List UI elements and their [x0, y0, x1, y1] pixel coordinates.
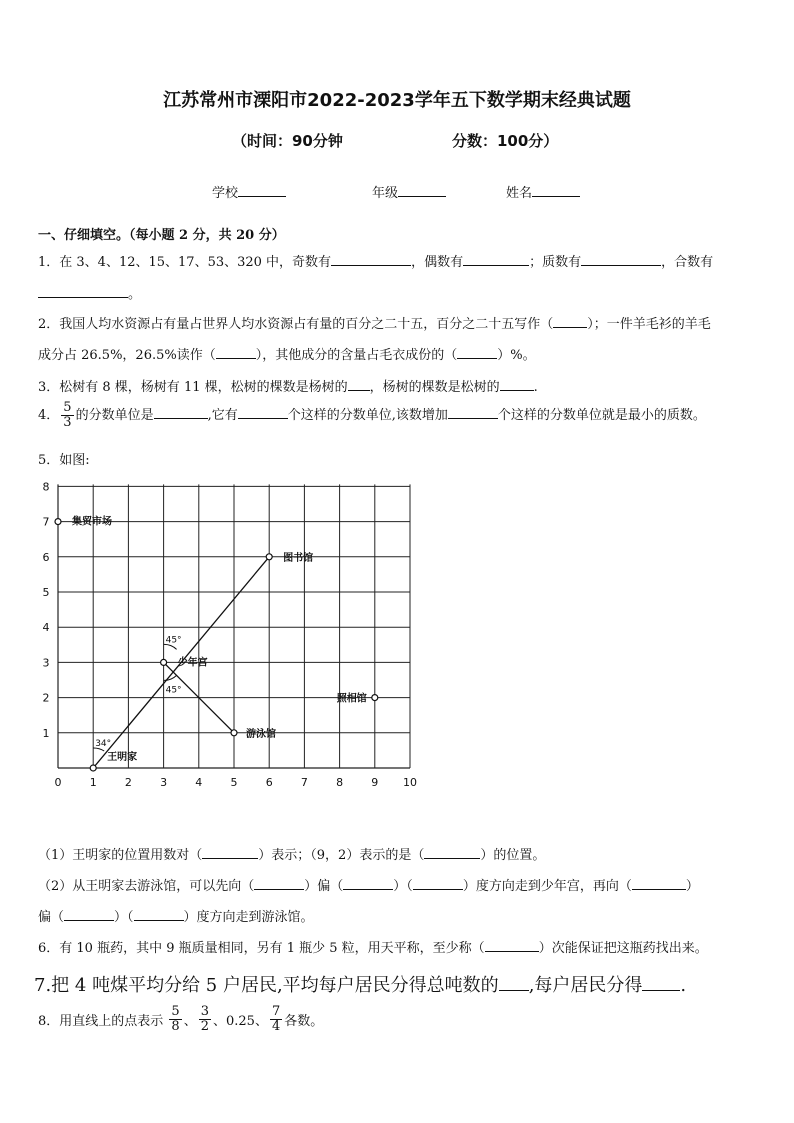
question-8 [38, 1005, 323, 1034]
y-tick-label: 6 [42, 550, 50, 564]
q4-blank-3[interactable] [448, 404, 498, 419]
angle-label-lower: 45° [165, 685, 182, 696]
q8-f3-num: 7 [271, 1004, 281, 1019]
q8-f1-num: 5 [171, 1004, 180, 1019]
q8-f3-den: 4 [271, 1019, 281, 1034]
q7-blank-2[interactable] [642, 976, 680, 991]
q1-text-d: ，合数有 [661, 255, 714, 270]
q8-f2-num: 3 [200, 1004, 209, 1019]
q4-number: 4． [38, 408, 60, 423]
q6-blank[interactable] [485, 937, 539, 952]
q5-2-text-c: ）（ [393, 879, 413, 894]
q5-2-blank-3[interactable] [413, 875, 463, 890]
q8-sep-2: 、0.25、 [213, 1014, 268, 1029]
q8-sep-1: 、 [183, 1014, 197, 1029]
y-tick-label: 4 [42, 621, 50, 635]
coordinate-grid-chart [36, 478, 426, 793]
q3-text-b: ，杨树的棵数是松树的 [369, 380, 500, 395]
question-5-sub2 [38, 875, 699, 894]
x-tick-label: 8 [336, 776, 344, 789]
q8-fraction-1 [169, 1005, 181, 1034]
location-point [161, 659, 167, 665]
q8-f1-den: 8 [171, 1019, 180, 1034]
location-point [90, 765, 96, 771]
q1-text-c: ；质数有 [529, 255, 582, 270]
q1-blank-odd[interactable] [331, 251, 411, 266]
section-heading: 一、仔细填空。（每小题 2 分，共 20 分） [38, 228, 285, 243]
q2-blank-3[interactable] [457, 344, 497, 359]
x-tick-label: 9 [371, 776, 379, 789]
q5-2-text-d: ）度方向走到少年宫，再向（ [462, 879, 632, 894]
q4-blank-2[interactable] [238, 404, 288, 419]
q2-blank-2[interactable] [216, 344, 256, 359]
q5-1-text-c: ）的位置。 [480, 848, 546, 863]
q3-blank-2[interactable] [500, 376, 534, 391]
q4-text-a: 的分数单位是 [75, 408, 154, 423]
q4-text-b: ,它有 [207, 408, 238, 423]
q7-text-a: 7.把 4 吨煤平均分给 5 户居民,平均每户居民分得总吨数的 [34, 975, 499, 996]
question-1 [38, 251, 713, 270]
q6-text-a: 6．有 10 瓶药，其中 9 瓶质量相同，另有 1 瓶少 5 粒，用天平称，至少称（ [38, 941, 485, 956]
question-5-sub2-cont [38, 906, 314, 925]
school-field [212, 182, 286, 201]
q5-1-text-b: ）表示；（9，2）表示的是（ [258, 848, 425, 863]
question-7 [34, 971, 686, 997]
q7-text-c: . [680, 975, 687, 996]
angle-label-upper: 45° [165, 635, 182, 646]
location-label: 图书馆 [283, 552, 314, 564]
q8-text-b: 各数。 [284, 1014, 324, 1029]
angle-label-home: 34° [95, 739, 112, 749]
question-5-sub1 [38, 844, 545, 863]
q8-fraction-3 [270, 1005, 282, 1034]
y-tick-label: 1 [42, 726, 50, 740]
location-point [372, 695, 378, 701]
name-label: 姓名 [506, 186, 533, 201]
location-label: 照相馆 [336, 693, 367, 705]
x-tick-label: 2 [124, 776, 132, 789]
y-tick-label: 2 [42, 691, 50, 705]
location-label: 少年宫 [177, 657, 208, 669]
q8-text-a: 8．用直线上的点表示 [38, 1014, 164, 1029]
x-tick-label: 0 [54, 776, 62, 789]
exam-score: 分数：100分） [452, 132, 559, 150]
x-tick-label: 10 [403, 776, 417, 789]
q5-2-text-f: 偏（ [38, 910, 65, 925]
q3-text-a: 3．松树有 8 棵，杨树有 11 棵，松树的棵数是杨树的 [38, 380, 348, 395]
q1-text-b: ，偶数有 [411, 255, 464, 270]
x-tick-label: 3 [160, 776, 168, 789]
location-point [55, 519, 61, 525]
question-1-cont [38, 283, 141, 302]
question-5-label: 5．如图: [38, 453, 90, 468]
q4-frac-den: 3 [63, 415, 72, 430]
q5-1-blank-2[interactable] [424, 844, 480, 859]
x-tick-label: 7 [300, 776, 308, 789]
school-label: 学校 [212, 186, 239, 201]
question-4 [38, 401, 706, 430]
q1-text-e: 。 [128, 287, 142, 302]
location-point [231, 730, 237, 736]
q7-text-b: ,每户居民分得 [528, 975, 643, 996]
q5-2-blank-4[interactable] [632, 875, 686, 890]
q2-text-a: 2．我国人均水资源占有量占世界人均水资源占有量的百分之二十五，百分之二十五写作（ [38, 317, 554, 332]
location-point [266, 554, 272, 560]
q2-blank-1[interactable] [553, 313, 587, 328]
q2-text-b: ）；一件羊毛衫的羊毛 [587, 317, 711, 332]
q1-blank-even[interactable] [463, 251, 529, 266]
q4-blank-1[interactable] [154, 404, 208, 419]
location-label: 集贸市场 [72, 516, 112, 528]
y-tick-label: 7 [42, 515, 50, 529]
q6-text-b: ）次能保证把这瓶药找出来。 [538, 941, 708, 956]
y-tick-label: 3 [42, 656, 50, 670]
q2-text-c: 成分占 26.5%，26.5%读作（ [38, 348, 216, 363]
question-2 [38, 313, 711, 332]
name-field [506, 182, 580, 201]
grade-blank[interactable] [398, 182, 446, 197]
name-blank[interactable] [532, 182, 580, 197]
q5-1-text-a: （1）王明家的位置用数对（ [38, 848, 203, 863]
location-label: 王明家 [107, 752, 138, 763]
q2-text-d: ），其他成分的含量占毛衣成份的（ [255, 348, 458, 363]
q5-2-blank-2[interactable] [343, 875, 393, 890]
question-3 [38, 376, 538, 395]
x-tick-label: 5 [230, 776, 238, 789]
q7-blank-1[interactable] [499, 976, 529, 991]
q5-2-text-h: ）度方向走到游泳馆。 [183, 910, 314, 925]
q5-2-blank-6[interactable] [134, 906, 184, 921]
y-tick-label: 8 [42, 480, 50, 494]
q5-2-blank-5[interactable] [64, 906, 114, 921]
q1-text-a: 1．在 3、4、12、15、17、53、320 中，奇数有 [38, 255, 332, 270]
q8-fraction-2 [199, 1005, 211, 1034]
q1-blank-composite[interactable] [38, 283, 128, 298]
q1-blank-prime[interactable] [581, 251, 661, 266]
q5-2-text-a: （2）从王明家去游泳馆，可以先向（ [38, 879, 255, 894]
school-blank[interactable] [238, 182, 286, 197]
q4-frac-num: 5 [63, 400, 72, 415]
x-tick-label: 4 [195, 776, 203, 789]
q5-2-blank-1[interactable] [254, 875, 304, 890]
x-tick-label: 6 [265, 776, 273, 789]
q5-2-text-b: ）偏（ [304, 879, 344, 894]
q2-text-e: ）%。 [497, 348, 536, 363]
y-tick-label: 5 [42, 586, 50, 599]
q4-fraction [61, 401, 73, 430]
q3-blank-1[interactable] [348, 376, 370, 391]
q5-1-blank-1[interactable] [202, 844, 258, 859]
exam-time: （时间：90分钟 [232, 132, 343, 150]
q4-text-d: 个这样的分数单位就是最小的质数。 [497, 408, 706, 423]
q8-f2-den: 2 [200, 1019, 209, 1034]
question-2-cont [38, 344, 536, 363]
grade-field [372, 182, 446, 201]
x-tick-label: 1 [89, 776, 97, 789]
grade-label: 年级 [372, 186, 399, 201]
q5-2-text-g: ）（ [114, 910, 134, 925]
q5-2-text-e: ） [685, 879, 699, 894]
q3-text-c: . [533, 380, 538, 395]
location-label: 游泳馆 [246, 728, 276, 740]
question-6 [38, 937, 708, 956]
q4-text-c: 个这样的分数单位,该数增加 [287, 408, 448, 423]
page-title: 江苏常州市溧阳市2022-2023学年五下数学期末经典试题 [163, 90, 631, 111]
